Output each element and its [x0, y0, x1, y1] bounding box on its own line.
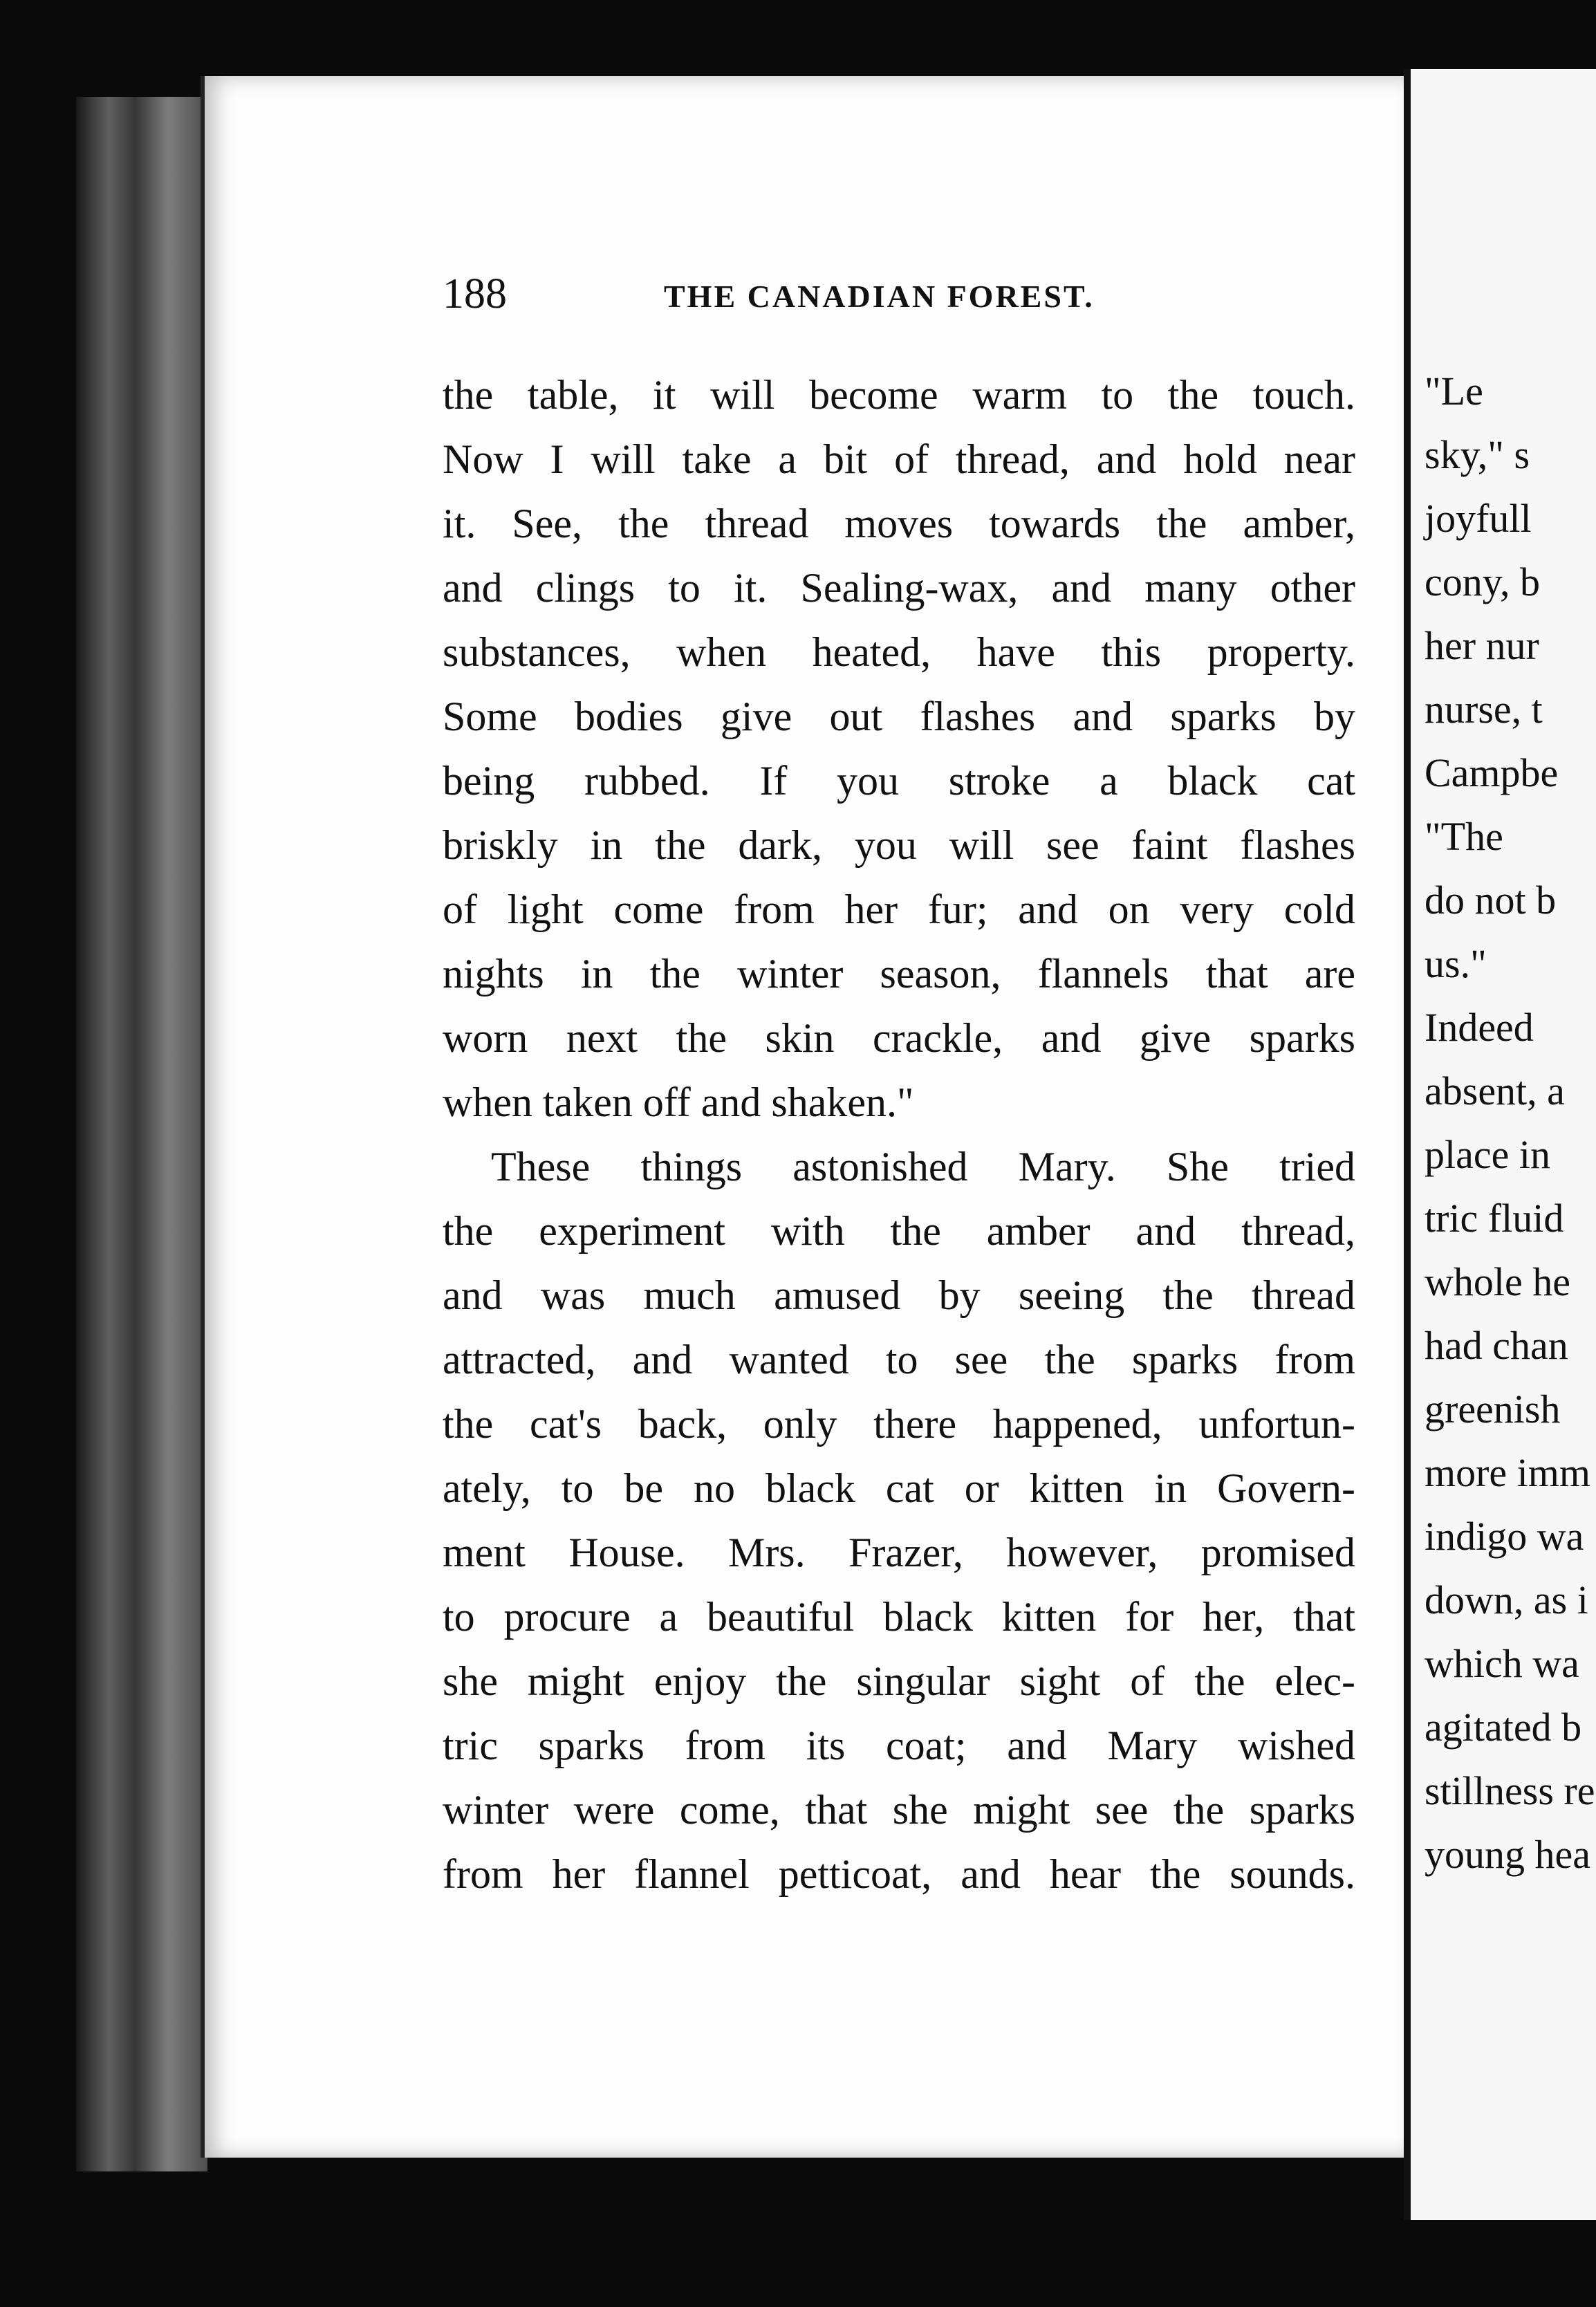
text-line: and clings to it. Sealing-wax, and many other [443, 565, 1355, 611]
right-fragment: cony, b [1425, 559, 1540, 604]
page-number: 188 [443, 270, 507, 317]
text-line: ment House. Mrs. Frazer, however, promised [443, 1530, 1355, 1575]
text-line: Now I will take a bit of thread, and hold near [443, 436, 1355, 482]
running-head: THE CANADIAN FOREST. [664, 279, 1095, 314]
right-fragment: greenish [1425, 1387, 1561, 1432]
right-fragment: indigo wa [1425, 1514, 1584, 1559]
right-fragment: down, as i [1425, 1577, 1588, 1622]
text-line: substances, when heated, have this property. [443, 629, 1355, 675]
text-line: winter were come, that she might see the sparks [443, 1787, 1355, 1833]
right-fragment: joyfull [1425, 496, 1532, 541]
right-fragment: place in [1425, 1132, 1550, 1177]
text-line: the table, it will become warm to the touch. [443, 372, 1355, 418]
text-line: being rubbed. If you stroke a black cat [443, 758, 1355, 804]
book-spine [76, 97, 207, 2171]
right-fragment: do not b [1425, 878, 1557, 923]
text-line: Some bodies give out flashes and sparks by [443, 694, 1355, 739]
text-line: nights in the winter season, flannels that are [443, 951, 1355, 997]
text-line: from her flannel petticoat, and hear the sounds. [443, 1851, 1355, 1897]
text-line: These things astonished Mary. She tried [491, 1144, 1355, 1189]
text-line: when taken off and shaken." [443, 1080, 914, 1125]
right-page-text-fragments [1425, 360, 1595, 1887]
right-fragment: whole he [1425, 1259, 1570, 1304]
text-line: to procure a beautiful black kitten for her, that [443, 1594, 1355, 1640]
text-line: attracted, and wanted to see the sparks from [443, 1337, 1355, 1382]
right-fragment: absent, a [1425, 1068, 1565, 1113]
text-line: and was much amused by seeing the thread [443, 1272, 1355, 1318]
right-fragment: her nur [1425, 623, 1539, 668]
right-fragment: stillness re [1425, 1768, 1595, 1813]
body-text [443, 363, 1355, 1907]
paragraph-1 [443, 363, 1355, 1135]
right-fragment: Campbe [1425, 750, 1559, 795]
right-fragment: "The [1425, 814, 1503, 859]
right-fragment: which wa [1425, 1641, 1579, 1686]
right-fragment: sky," s [1425, 432, 1530, 477]
right-fragment: us." [1425, 941, 1487, 986]
text-line: the experiment with the amber and thread, [443, 1208, 1355, 1254]
right-fragment: "Le [1425, 369, 1483, 414]
text-line: briskly in the dark, you will see faint flashes [443, 822, 1355, 868]
text-line: ately, to be no black cat or kitten in Govern- [443, 1465, 1355, 1511]
text-line: the cat's back, only there happened, unfortun- [443, 1401, 1355, 1447]
right-fragment: young hea [1425, 1832, 1590, 1877]
right-fragment: agitated b [1425, 1705, 1582, 1750]
text-line: of light come from her fur; and on very cold [443, 887, 1355, 932]
right-fragment: tric fluid [1425, 1196, 1564, 1241]
text-line: tric sparks from its coat; and Mary wished [443, 1723, 1355, 1768]
paragraph-2 [443, 1135, 1355, 1907]
right-fragment: had chan [1425, 1323, 1568, 1368]
right-fragment: Indeed [1425, 1005, 1534, 1050]
right-fragment: more imm [1425, 1450, 1591, 1495]
right-fragment: nurse, t [1425, 687, 1543, 732]
text-line: worn next the skin crackle, and give sparks [443, 1015, 1355, 1061]
text-line: she might enjoy the singular sight of the elec- [443, 1658, 1355, 1704]
text-line: it. See, the thread moves towards the amber, [443, 501, 1355, 546]
